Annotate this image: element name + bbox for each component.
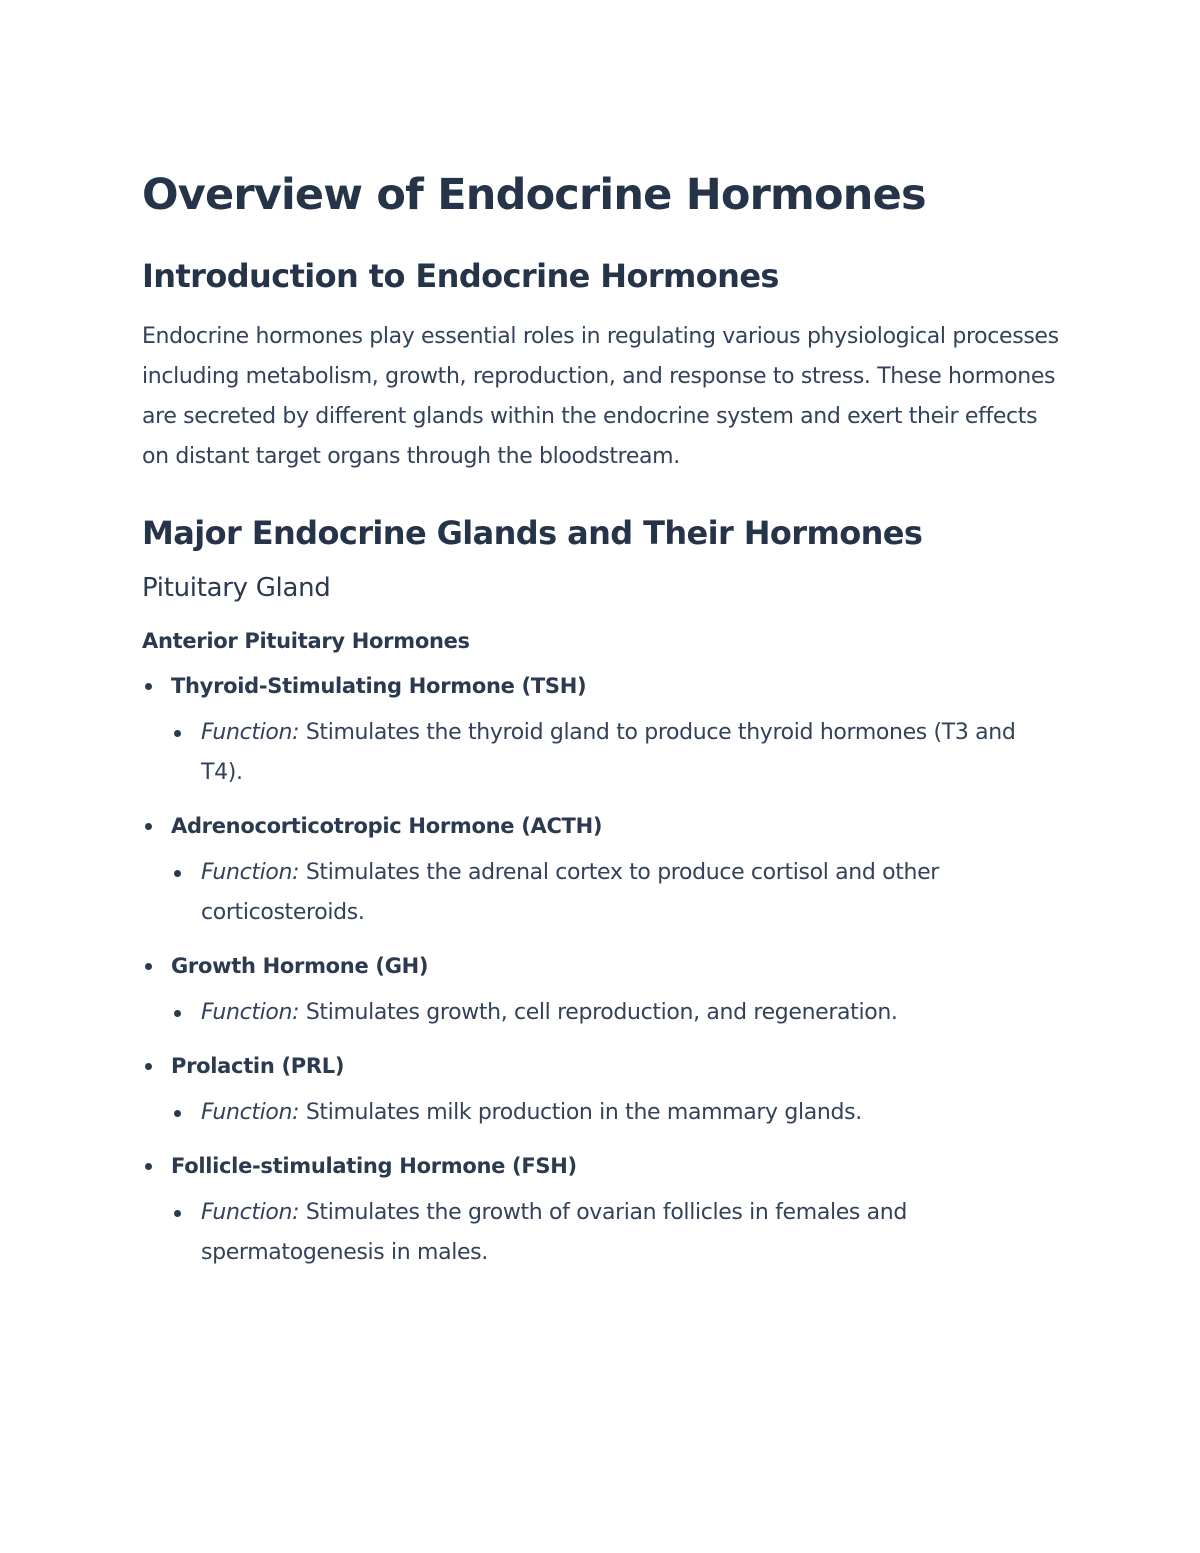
hormone-function-list: [171, 993, 1062, 1033]
pituitary-heading: Pituitary Gland: [142, 573, 331, 603]
hormone-function-item: [171, 713, 1061, 793]
hormone-function-item: [171, 1093, 1061, 1133]
intro-paragraph: Endocrine hormones play essential roles in regulating various physiological processes including metabolism, growth, reproduction, and response to stress. These hormones are secreted by different glands within the endocrine system and exert their effects on distant target organs through the bloodstream.: [142, 324, 1059, 469]
function-label: Function:: [201, 720, 300, 745]
hormone-item: [142, 671, 1062, 793]
function-text: Stimulates the thyroid gland to produce thyroid hormones (T3 and T4).: [201, 720, 1016, 785]
hormone-function-item: [171, 1193, 1061, 1273]
function-text: Stimulates growth, cell reproduction, and regeneration.: [305, 1000, 898, 1025]
document-page: [142, 168, 1062, 1291]
hormone-function-list: [171, 1093, 1062, 1133]
function-text: Stimulates the growth of ovarian follicles in females and spermatogenesis in males.: [201, 1200, 907, 1265]
function-text: Stimulates the adrenal cortex to produce cortisol and other corticosteroids.: [201, 860, 939, 925]
document-title: Overview of Endocrine Hormones: [142, 170, 926, 220]
hormone-function-list: [171, 1193, 1062, 1273]
hormone-name: Thyroid-Stimulating Hormone (TSH): [171, 674, 587, 698]
hormone-list: [142, 671, 1062, 1273]
hormone-item: [142, 951, 1062, 1033]
anterior-pituitary-heading: Anterior Pituitary Hormones: [142, 629, 470, 653]
hormone-item: [142, 811, 1062, 933]
hormone-item: [142, 1151, 1062, 1273]
hormone-name: Adrenocorticotropic Hormone (ACTH): [171, 814, 603, 838]
hormone-name: Prolactin (PRL): [171, 1054, 345, 1078]
hormone-function-list: [171, 853, 1062, 933]
hormone-function-item: [171, 993, 1061, 1033]
function-text: Stimulates milk production in the mammary glands.: [305, 1100, 862, 1125]
hormone-item: [142, 1051, 1062, 1133]
hormone-function-item: [171, 853, 1061, 933]
hormone-name: Growth Hormone (GH): [171, 954, 429, 978]
hormone-name: Follicle-stimulating Hormone (FSH): [171, 1154, 577, 1178]
function-label: Function:: [201, 1100, 300, 1125]
function-label: Function:: [201, 1200, 300, 1225]
hormone-function-list: [171, 713, 1062, 793]
glands-heading: Major Endocrine Glands and Their Hormones: [142, 514, 923, 552]
intro-heading: Introduction to Endocrine Hormones: [142, 257, 779, 295]
function-label: Function:: [201, 1000, 300, 1025]
function-label: Function:: [201, 860, 300, 885]
